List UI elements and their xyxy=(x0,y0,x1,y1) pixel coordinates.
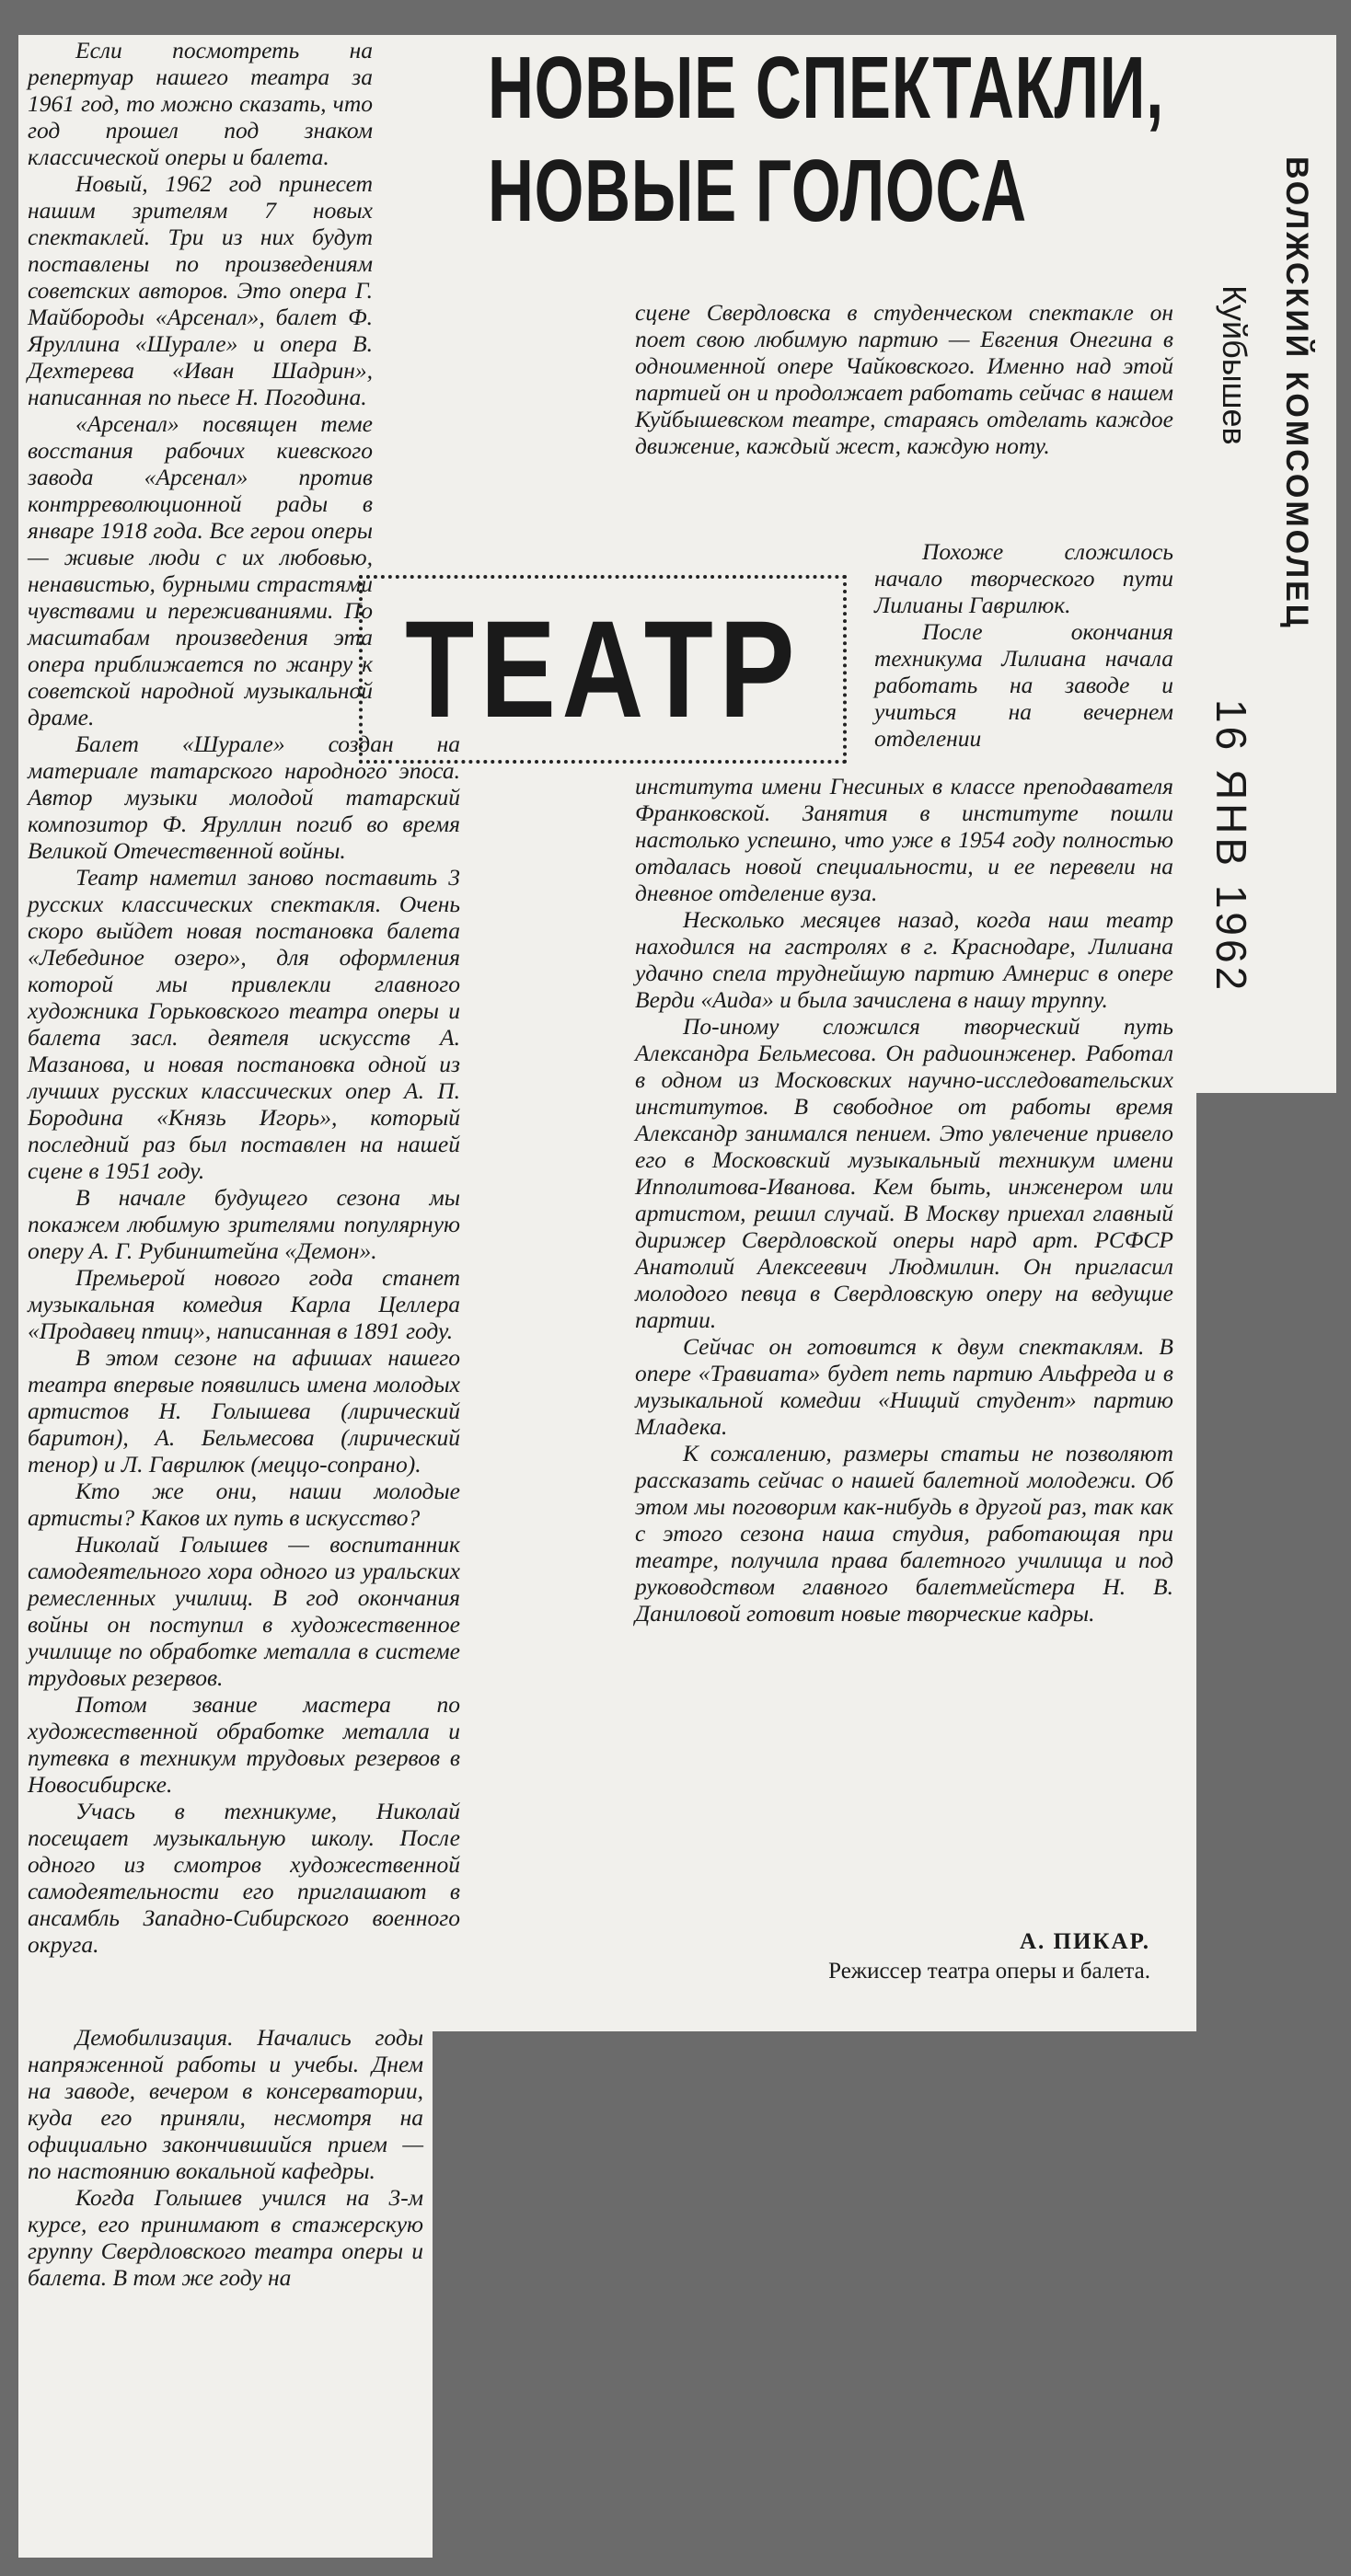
column-b xyxy=(28,2024,423,2291)
paragraph: Демобилизация. Начались годы напряженной работы и учебы. Днем на заводе, вечером в консерватории, куда его приняли, несмотря на официально закончившийся прием — по настоянию вокальной кафедры. xyxy=(28,2024,423,2184)
paragraph: По-иному сложился творческий путь Александра Бельмесова. Он радиоинженер. Работал в одном из Московских научно-исследовательских институтов. В свободное от работы время Александр занимался пением. Это увлечение привело его в Московский музыкальный техникум имени Ипполитова-Иванова. Кем быть, инженером или артистом, решил случай. В Москву приехал главный дирижер Свердловской оперы нард арт. РСФСР Анатолий Алексеевич Людмилин. Он пригласил молодого певца в Свердловскую оперу на ведущие партии. xyxy=(635,1013,1173,1333)
paragraph: института имени Гнесиных в классе преподавателя Франковской. Занятия в институте пошли настолько успешно, что уже в 1954 году полностью отдалась новой специальности, и ее перевели на дневное отделение вуза. xyxy=(635,773,1173,906)
paragraph: К сожалению, размеры статьи не позволяют рассказать сейчас о нашей балетной молодежи. Об этом мы поговорим как-нибудь в другой раз, так как с этого сезона наша студия, работающая при театре, получила права балетного училища и под руководством главного балетмейстера Н. В. Даниловой готовит новые творческие кадры. xyxy=(635,1440,1173,1627)
paragraph: Театр наметил заново поставить 3 русских классических спектакля. Очень скоро выйдет новая постановка балета «Лебединое озеро», для оформления которой мы привлекли главного художника Горьковского театра оперы и балета засл. деятеля искусств А. Мазанова, и новая постановка одной из лучших русских классических опер А. П. Бородина «Князь Игорь», который последний раз был поставлен на нашей сцене в 1951 году. xyxy=(28,864,460,1184)
headline-line-1: НОВЫЕ СПЕКТАКЛИ, xyxy=(488,39,1165,137)
paragraph: Потом звание мастера по художественной обработке металла и путевка в техникум трудовых резервов в Новосибирске. xyxy=(28,1691,460,1798)
rubric-title: ТЕАТР xyxy=(405,592,801,746)
author-position: Режиссер театра оперы и балета. xyxy=(828,1959,1150,1984)
paragraph: Учась в техникуме, Николай посещает музыкальную школу. После одного из смотров художественной самодеятельности его приглашают в ансамбль Западно-Сибирского военного округа. xyxy=(28,1798,460,1958)
paragraph: В начале будущего сезона мы покажем любимую зрителями популярную оперу А. Г. Рубинштейна «Демон». xyxy=(28,1184,460,1264)
paragraph: В этом сезоне на афишах нашего театра впервые появились имена молодых артистов Н. Голышева (лирический баритон), А. Бельмесова (лирический тенор) и Л. Гаврилюк (меццо-сопрано). xyxy=(28,1344,460,1478)
paragraph: Когда Голышев учился на 3-м курсе, его принимают в стажерскую группу Свердловского театра оперы и балета. В том же году на xyxy=(28,2184,423,2291)
paragraph: Кто же они, наши молодые артисты? Каков их путь в искусство? xyxy=(28,1478,460,1531)
column-a-narrow xyxy=(28,37,373,730)
author-name: А. ПИКАР. xyxy=(1019,1929,1150,1954)
paragraph: Несколько месяцев назад, когда наш театр находился на гастролях в г. Краснодаре, Лилиана удачно спела труднейшую партию Амнерис в опере Верди «Аида» и была зачислена в нашу труппу. xyxy=(635,906,1173,1013)
paragraph: Николай Голышев — воспитанник самодеятельного хора одного из уральских ремесленных училищ. В год окончания войны он поступил в художественное училище по обработке металла в системе трудовых резервов. xyxy=(28,1531,460,1691)
headline xyxy=(488,37,1165,243)
paragraph: Новый, 1962 год принесет нашим зрителям 7 новых спектаклей. Три из них будут поставлены по произведениям советских авторов. Это опера Г. Майбороды «Арсенал», балет Ф. Яруллина «Шурале» и опера В. Дехтерева «Иван Шадрин», написанная по пьесе Н. Погодина. xyxy=(28,170,373,410)
headline-line-2: НОВЫЕ ГОЛОСА xyxy=(488,142,1027,240)
newspaper-name: ВОЛЖСКИЙ КОМСОМОЛЕЦ xyxy=(1279,156,1314,630)
paragraph: Если посмотреть на репертуар нашего театра за 1961 год, то можно сказать, что год прошел под знаком классической оперы и балета. xyxy=(28,37,373,170)
paragraph: Премьерой нового года станет музыкальная комедия Карла Целлера «Продавец птиц», написанная в 1891 году. xyxy=(28,1264,460,1344)
column-c xyxy=(635,299,1173,459)
paragraph: Похоже сложилось начало творческого пути Лилианы Гаврилюк. xyxy=(874,538,1173,618)
paragraph: После окончания техникума Лилиана начала работать на заводе и учиться на вечернем отделении xyxy=(874,618,1173,752)
paragraph: сцене Свердловска в студенческом спектакле он поет свою любимую партию — Евгения Онегина в одноименной опере Чайковского. Именно над этой партией он и продолжает работать сейчас в нашем Куйбышевском театре, стараясь отделать каждое движение, каждый жест, каждую ноту. xyxy=(635,299,1173,459)
newspaper-city: Куйбышев xyxy=(1216,285,1253,445)
paragraph: «Арсенал» посвящен теме восстания рабочих киевского завода «Арсенал» против контрреволюционной рады в январе 1918 года. Все герои оперы — живые люди с их любовью, ненавистью, бурными страстями чувствами и переживаниями. По масштабам произведения эта опера приближается по жанру к советской народной музыкальной драме. xyxy=(28,410,373,730)
date-stamp: 16 ЯНВ 1962 xyxy=(1207,699,1255,995)
paragraph: Сейчас он готовится к двум спектаклям. В опере «Травиата» будет петь партию Альфреда и в музыкальной комедии «Нищий студент» партию Младека. xyxy=(635,1333,1173,1440)
column-d xyxy=(874,538,1173,752)
paragraph: Балет «Шурале» создан на материале татарского народного эпоса. Автор музыки молодой татарский композитор Ф. Яруллин погиб во время Великой Отечественной войны. xyxy=(28,730,460,864)
column-e xyxy=(635,773,1173,1627)
signature xyxy=(635,1927,1150,1986)
column-a xyxy=(28,37,460,1958)
